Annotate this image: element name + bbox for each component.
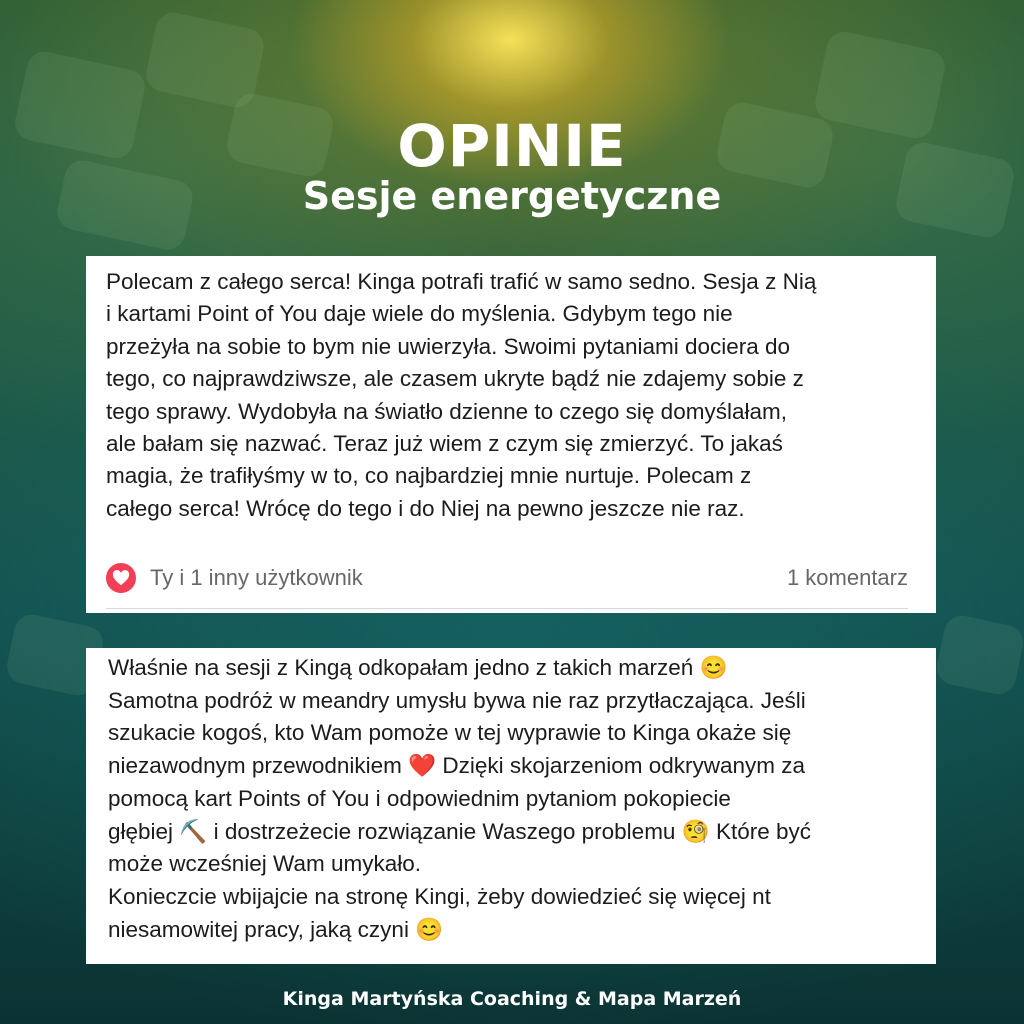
review-reactions-row [106,562,908,594]
divider [106,608,908,609]
page-title: OPINIE [397,112,627,180]
review-text-2: Właśnie na sesji z Kingą odkopałam jedno z takich marzeń 😊 Samotna podróż w meandry umysłu bywa nie raz przytłaczająca. Jeśli szukacie kogoś, kto Wam pomoże w tej wyprawie to Kinga okaże się niezawodnym przewodnikiem ❤️ Dzięki skojarzeniom odkrywanym za pomocą kart Points of You i odpowiednim pytaniom pokopiecie głębiej ⛏️ i dostrzeżecie rozwiązanie Waszego problemu 🧐 Które być może wcześniej Wam umykało. Konieczcie wbijajcie na stronę Kingi, żeby dowiedzieć się więcej nt niesamowitej pracy, jaką czyni 😊 [108,655,812,942]
review-card-1 [86,256,936,613]
review-text-1: Polecam z całego serca! Kinga potrafi trafić w samo sedno. Sesja z Nią i kartami Point of You daje wiele do myślenia. Gdybym tego nie przeżyła na sobie to bym nie uwierzyła. Swoimi pytaniami dociera do tego, co najprawdziwsze, ale czasem ukryte bądź nie zdajemy sobie z tego sprawy. Wydobyła na światło dzienne to czego się domyślałam, ale bałam się nazwać. Teraz już wiem z czym się zmierzyć. To jakaś magia, że trafiłyśmy w to, co najbardziej mnie nurtuje. Polecam z całego serca! Wrócę do tego i do Niej na pewno jeszcze nie raz. [106,269,817,521]
heart-icon [112,570,130,586]
page-subtitle: Sesje energetyczne [302,174,722,218]
likes-summary[interactable] [106,563,363,593]
bokeh-light [934,612,1024,697]
comments-count-link[interactable]: 1 komentarz [786,565,908,590]
footer-brand: Kinga Martyńska Coaching & Mapa Marzeń [282,988,742,1010]
likes-label: Ty i 1 inny użytkownik [150,565,363,590]
review-card-2 [86,648,936,964]
heart-reaction-icon [106,563,136,593]
